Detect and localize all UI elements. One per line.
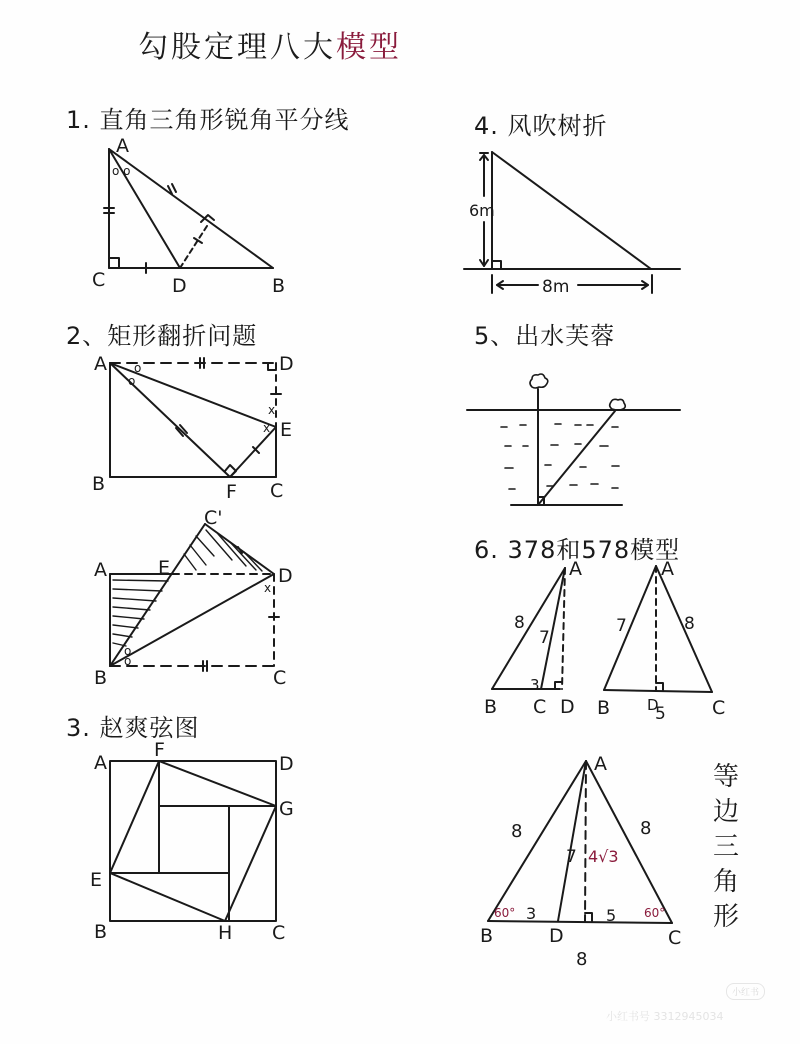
- point-label-A: A: [661, 558, 674, 580]
- side-BC-length: 3: [530, 676, 540, 694]
- height-label: 6m: [469, 201, 495, 220]
- figure-1-labels: [92, 135, 285, 297]
- figure-6-378-triangle: [492, 568, 565, 689]
- side-mark: x: [268, 403, 276, 417]
- point-label-D: D: [279, 353, 294, 375]
- point-label-A: A: [94, 752, 107, 774]
- section-4-heading: 4. 风吹树折: [474, 112, 608, 140]
- watermark-badge: 小红书: [726, 983, 765, 1000]
- section-6-heading: 6. 378和578模型: [474, 536, 681, 564]
- point-label-C: C: [272, 922, 286, 944]
- note-char: 形: [712, 902, 739, 932]
- figure-5-lotus-water: [467, 374, 680, 505]
- point-label-D: D: [278, 565, 293, 587]
- point-label-C: C: [533, 696, 547, 718]
- point-label-E: E: [280, 419, 293, 441]
- figure-6-378-labels: [484, 558, 582, 718]
- point-label-A: A: [94, 353, 107, 375]
- section-1-heading: 1. 直角三角形锐角平分线: [66, 106, 350, 134]
- point-label-B: B: [94, 667, 108, 689]
- point-label-C: C: [273, 667, 287, 689]
- section-2-heading: 2、矩形翻折问题: [66, 322, 258, 350]
- note-char: 等: [712, 762, 739, 792]
- watermark-text: 小红书号 3312945034: [606, 1010, 724, 1023]
- point-label-A: A: [116, 135, 129, 157]
- point-label-C: C: [668, 927, 682, 949]
- angle-mark: o: [134, 361, 142, 375]
- point-label-D: D: [549, 925, 564, 947]
- angle-mark: o: [124, 644, 132, 658]
- note-char: 三: [712, 832, 739, 862]
- point-label-D: D: [647, 696, 659, 714]
- note-char: 角: [712, 867, 739, 897]
- point-label-F: F: [226, 481, 237, 503]
- angle-mark: o: [124, 654, 132, 668]
- figure-2-folded-diagonal: [110, 524, 279, 671]
- point-label-D: D: [172, 275, 187, 297]
- section-5-heading: 5、出水芙蓉: [474, 322, 616, 350]
- side-DC-length: 5: [606, 906, 617, 925]
- point-label-A: A: [94, 559, 107, 581]
- point-label-B: B: [480, 925, 494, 947]
- side-AC-length: 7: [539, 628, 550, 648]
- point-label-C: C: [92, 269, 106, 291]
- point-label-F: F: [154, 739, 165, 761]
- point-label-H: H: [218, 922, 233, 944]
- note-char: 边: [712, 797, 739, 827]
- point-label-C: C: [270, 480, 284, 502]
- side-mark: x: [263, 421, 271, 435]
- title-main-text: 勾股定理八大: [138, 30, 336, 65]
- figure-4-broken-tree: [464, 152, 680, 293]
- figure-6-equilateral-labels: [480, 753, 681, 970]
- point-label-A: A: [594, 753, 607, 775]
- point-label-C-prime: C': [204, 507, 223, 529]
- side-BC-length: 8: [576, 949, 588, 970]
- height-label: 4√3: [588, 847, 619, 866]
- point-label-C: C: [712, 697, 726, 719]
- side-AD-length: 7: [566, 847, 577, 867]
- side-AC-length: 8: [684, 614, 695, 634]
- point-label-B: B: [597, 697, 611, 719]
- side-BD-length: 5: [655, 704, 666, 724]
- angle-mark: o: [128, 374, 136, 388]
- figure-3-zhao-shuang-diagram: [110, 761, 276, 921]
- figure-2-rectangle-fold: [110, 358, 281, 477]
- base-label: 8m: [542, 277, 570, 297]
- point-label-D: D: [279, 753, 294, 775]
- title-accent-text: 模型: [336, 30, 402, 65]
- angle-C-label: 60°: [644, 906, 666, 920]
- side-AB-length: 8: [511, 821, 523, 842]
- point-label-B: B: [94, 921, 108, 943]
- side-mark: x: [264, 581, 272, 595]
- point-label-E: E: [158, 557, 171, 579]
- point-label-G: G: [279, 798, 294, 820]
- figure-3-labels: [90, 739, 294, 944]
- angle-mark: o o: [112, 164, 131, 178]
- side-AB-length: 8: [514, 613, 525, 633]
- point-label-A: A: [569, 558, 582, 580]
- side-AC-length: 8: [640, 818, 652, 839]
- section-3-heading: 3. 赵爽弦图: [66, 714, 200, 742]
- figure-6-equilateral-triangle: [488, 761, 672, 923]
- point-label-D: D: [560, 696, 575, 718]
- side-BD-length: 3: [526, 904, 537, 923]
- point-label-B: B: [484, 696, 498, 718]
- figure-6-578-labels: [597, 558, 725, 724]
- point-label-B: B: [92, 473, 106, 495]
- point-label-E: E: [90, 869, 103, 891]
- side-AB-length: 7: [616, 616, 627, 636]
- angle-B-label: 60°: [494, 906, 516, 920]
- point-label-B: B: [272, 275, 286, 297]
- figure-2-bottom-labels: [94, 507, 293, 689]
